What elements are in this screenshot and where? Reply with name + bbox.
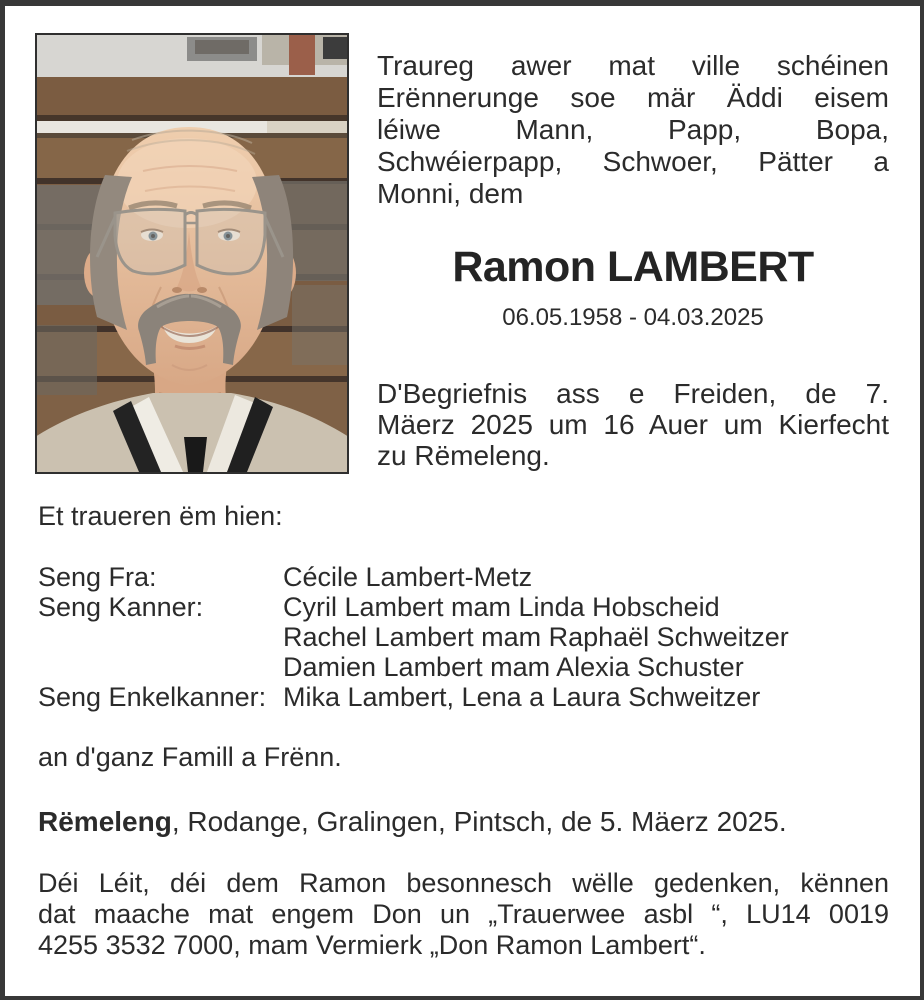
deceased-name: Ramon LAMBERT <box>452 243 814 291</box>
top-row <box>35 33 889 474</box>
name-line: Cécile Lambert-Metz <box>283 562 533 592</box>
mourner-names <box>283 592 789 682</box>
name-line: Cyril Lambert mam Linda Hobscheid <box>283 592 720 622</box>
text-line: Erënnerunge soe mär Äddi eisem <box>377 82 889 113</box>
portrait-illustration <box>37 35 347 472</box>
mourner-label: Seng Enkelkanner: <box>38 682 267 712</box>
mourner-names <box>283 682 760 712</box>
name-line: Mika Lambert, Lena a Laura Schweitzer <box>283 682 761 712</box>
text-line: D'Begriefnis ass e Freiden, de 7. <box>377 378 889 409</box>
text-line: Déi Léit, déi dem Ramon besonnesch wëlle gedenken, kënnen <box>38 868 889 898</box>
text-line: Monni, dem <box>377 178 524 209</box>
text-line: 4255 3532 7000, mam Vermierk „Don Ramon Lambert“. <box>38 930 706 960</box>
text-line: Traureg awer mat ville schéinen <box>377 50 889 81</box>
text-line: zu Rëmeleng. <box>377 440 550 471</box>
mourning-section <box>38 501 889 961</box>
place-of-mourning: Rëmeleng <box>38 806 172 837</box>
intro-column <box>377 33 889 474</box>
mourning-intro: Et traueren ëm hien: <box>38 501 283 531</box>
mourner-label: Seng Fra: <box>38 562 157 592</box>
funeral-paragraph <box>377 378 889 471</box>
name-line: Rachel Lambert mam Raphaël Schweitzer <box>283 622 789 652</box>
text-line: léiwe Mann, Papp, Bopa, <box>377 114 889 145</box>
portrait-photo <box>35 33 349 474</box>
name-line: Damien Lambert mam Alexia Schuster <box>283 652 744 682</box>
mourner-row <box>38 682 889 712</box>
mourner-row <box>38 592 889 682</box>
places-line <box>38 807 889 837</box>
life-dates: 06.05.1958 - 04.03.2025 <box>502 304 764 331</box>
mourner-names <box>283 562 532 592</box>
text-line: Mäerz 2025 um 16 Auer um Kierfecht <box>377 409 889 440</box>
mourner-label: Seng Kanner: <box>38 592 204 622</box>
intro-paragraph <box>377 50 889 210</box>
text-line: Schwéierpapp, Schwoer, Pätter a <box>377 146 889 177</box>
mourners-list <box>38 562 889 712</box>
places-rest: , Rodange, Gralingen, Pintsch, de 5. Mäerz 2025. <box>171 806 787 837</box>
mourner-row <box>38 562 889 592</box>
donation-paragraph <box>38 868 889 961</box>
family-line: an d'ganz Famill a Frënn. <box>38 742 342 772</box>
text-line: dat maache mat engem Don un „Trauerwee asbl “, LU14 0019 <box>38 899 889 929</box>
